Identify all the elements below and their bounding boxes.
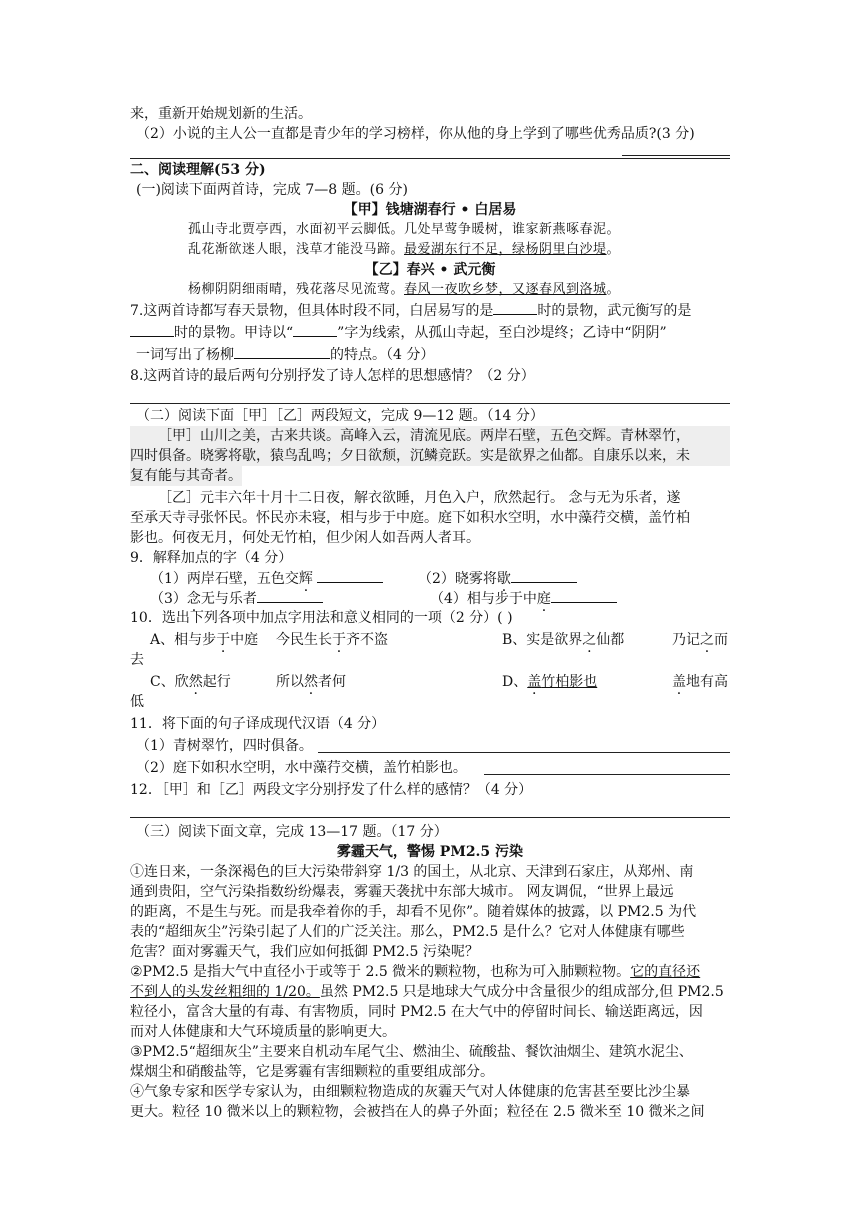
question-10: 10．选出下列各项中加点字用法和意义相同的一项（2 分）( ) xyxy=(130,610,513,626)
q9-item4: （4）相与步于中庭 xyxy=(430,588,617,609)
q10-wrap-1: 去 xyxy=(130,652,144,668)
poem-a-title: 【甲】钱塘湖春行 • 白居易 xyxy=(343,202,517,218)
q11-item1: （1）青树翠竹，四时俱备。 xyxy=(136,738,313,754)
passage-yi-line1: ［乙］元丰六年十月十二日夜，解衣欲睡，月色入户，欣然起行。 念与无为乐者，遂 xyxy=(158,490,681,506)
passage-jia-line3: 复有能与其奇者。 xyxy=(130,468,242,484)
q10-option-c-compare: 所以然者何 xyxy=(276,674,346,690)
q11-item2: （2）庭下如积水空明，水中藻荇交横，盖竹柏影也。 xyxy=(136,760,467,776)
para2-line3: 粒径小，富含大量的有毒、有害物质，同时 PM2.5 在大气中的停留时间长、输送距离远，因 xyxy=(130,1004,703,1020)
para4-line1: ④气象专家和医学专家认为，由细颗粒物造成的灰霾天气对人体健康的危害甚至要比沙尘暴 xyxy=(130,1084,690,1100)
para1-line2: 通到贵阳，空气污染指数纷纷爆表，雾霾天袭扰中东部大城市。 网友调侃，“世界上最远 xyxy=(130,884,674,900)
answer-blank[interactable] xyxy=(234,344,330,359)
answer-blank[interactable] xyxy=(317,568,383,583)
question-12: 12．［甲］和［乙］两段文字分别抒发了什么样的感情？（4 分） xyxy=(130,782,533,798)
para2-line2: 不到人的头发丝粗细的 1/20。虽然 PM2.5 只是地球大气成分中含量很少的组成部分,但 PM2.5 xyxy=(130,984,724,1000)
q10-option-b-compare: 乃记之而 xyxy=(672,632,728,648)
answer-blank[interactable] xyxy=(551,588,617,603)
part2-intro: （二）阅读下面［甲］［乙］两段短文，完成 9—12 题。（14 分） xyxy=(136,408,544,424)
answer-line xyxy=(622,155,730,156)
divider xyxy=(130,158,730,159)
part3-intro: （三）阅读下面文章，完成 13—17 题。（17 分） xyxy=(136,824,448,840)
q10-option-c[interactable]: C、欣然起行 xyxy=(150,674,231,690)
para2-line1: ②PM2.5 是指大气中直径小于或等于 2.5 微米的颗粒物，也称为可入肺颗粒物。它的直径还 xyxy=(130,964,701,980)
passage-jia-line1: ［甲］山川之美，古来共谈。高峰入云，清流见底。两岸石壁，五色交辉。青林翠竹， xyxy=(130,426,730,446)
para4-line2: 更大。粒径 10 微米以上的颗粒物，会被挡在人的鼻子外面；粒径在 2.5 微米至 10 微米之间 xyxy=(130,1104,705,1120)
answer-blank[interactable] xyxy=(293,322,337,337)
q10-option-a-compare: 今民生长于齐不盗 xyxy=(276,632,388,648)
para1-line5: 危害？面对雾霾天气，我们应如何抵御 PM2.5 污染呢？ xyxy=(130,944,479,960)
passage-jia-line2: 四时俱备。晓雾将歇，猿鸟乱鸣；夕日欲颓，沉鳞竞跃。实是欲界之仙都。自康乐以来，未 xyxy=(130,446,730,466)
para3-line2: 煤烟尘和硝酸盐等，它是雾霾有害细颗粒的重要组成部分。 xyxy=(130,1064,494,1080)
q10-wrap-2: 低 xyxy=(130,694,144,710)
q9-item1: （1）两岸石壁，五色交辉 xyxy=(150,568,383,589)
article-title: 雾霾天气，警惕 PM2.5 污染 xyxy=(336,844,524,860)
para1-line4: 表的“超细灰尘”污染引起了人们的广泛关注。那么，PM2.5 是什么？它对人体健康有哪些 xyxy=(130,924,685,940)
q10-option-d-compare: 盖地有高 xyxy=(672,674,728,690)
para3-line1: ③PM2.5“超细灰尘”主要来自机动车尾气尘、燃油尘、硫酸盐、餐饮油烟尘、建筑水泥尘、 xyxy=(130,1044,693,1060)
q10-option-a[interactable]: A、相与步于中庭 xyxy=(150,632,259,648)
poem-b-title: 【乙】春兴 • 武元衡 xyxy=(364,262,496,278)
answer-blank[interactable] xyxy=(130,322,174,337)
question-7-line2: 时的景物。甲诗以“ ”字为线索，从孤山寺起，至白沙堤终；乙诗中“阴阴” xyxy=(130,322,667,343)
question-7-line1: 7.这两首诗都写春天景物，但具体时段不同，白居易写的是 时的景物，武元衡写的是 xyxy=(130,300,691,321)
question-11: 11．将下面的句子译成现代汉语（4 分） xyxy=(130,716,386,732)
q10-option-d[interactable]: D、盖竹柏影也 xyxy=(502,674,598,690)
q9-item2: （2）晓雾将歇 xyxy=(418,568,577,589)
section-title: 二、阅读理解(53 分) xyxy=(130,162,266,178)
poem-a-line2: 乱花渐欲迷人眼，浅草才能没马蹄。最爱湖东行不足，绿杨阴里白沙堤。 xyxy=(188,242,621,257)
answer-blank[interactable] xyxy=(257,588,323,603)
answer-line[interactable] xyxy=(318,752,730,753)
q10-option-b[interactable]: B、实是欲界之仙都 xyxy=(502,632,625,648)
answer-blank[interactable] xyxy=(511,568,577,583)
continued-text: 来，重新开始规划新的生活。 xyxy=(130,106,312,122)
para2-line4: 而对人体健康和大气环境质量的影响更大。 xyxy=(130,1024,396,1040)
question-2: （2）小说的主人公一直都是青少年的学习榜样，你从他的身上学到了哪些优秀品质?(3 分) xyxy=(136,126,695,142)
question-8: 8.这两首诗的最后两句分别抒发了诗人怎样的思想感情？（2 分） xyxy=(130,368,535,384)
para1-line1: ①连日来，一条深褐色的巨大污染带斜穿 1/3 的国土，从北京、天津到石家庄，从郑州、南 xyxy=(130,864,694,880)
answer-line xyxy=(130,403,730,404)
answer-line[interactable] xyxy=(484,774,730,775)
answer-blank[interactable] xyxy=(493,300,537,315)
part1-intro: (一)阅读下面两首诗，完成 7—8 题。(6 分) xyxy=(136,182,408,198)
passage-yi-line2: 至承天寺寻张怀民。怀民亦未寝，相与步于中庭。庭下如积水空明，水中藻荇交横，盖竹柏 xyxy=(130,510,690,526)
passage-yi-line3: 影也。何夜无月，何处无竹柏，但少闲人如吾两人者耳。 xyxy=(130,530,480,546)
question-9: 9．解释加点的字（4 分） xyxy=(130,550,293,566)
q9-item3: （3）念无与乐者 xyxy=(150,588,323,609)
question-7-line3: 一词写出了杨柳 的特点。（4 分） xyxy=(136,344,434,365)
poem-a-line1: 孤山寺北贾亭西，水面初平云脚低。几处早莺争暖树，谁家新燕啄春泥。 xyxy=(188,222,621,237)
answer-line xyxy=(130,817,730,818)
para1-line3: 的距离，不是生与死。而是我牵着你的手，却看不见你”。随着媒体的披露，以 PM2.5 为代 xyxy=(130,904,697,920)
poem-b-line1: 杨柳阴阴细雨晴，残花落尽见流莺。春风一夜吹乡梦，又逐春风到洛城。 xyxy=(188,282,621,297)
